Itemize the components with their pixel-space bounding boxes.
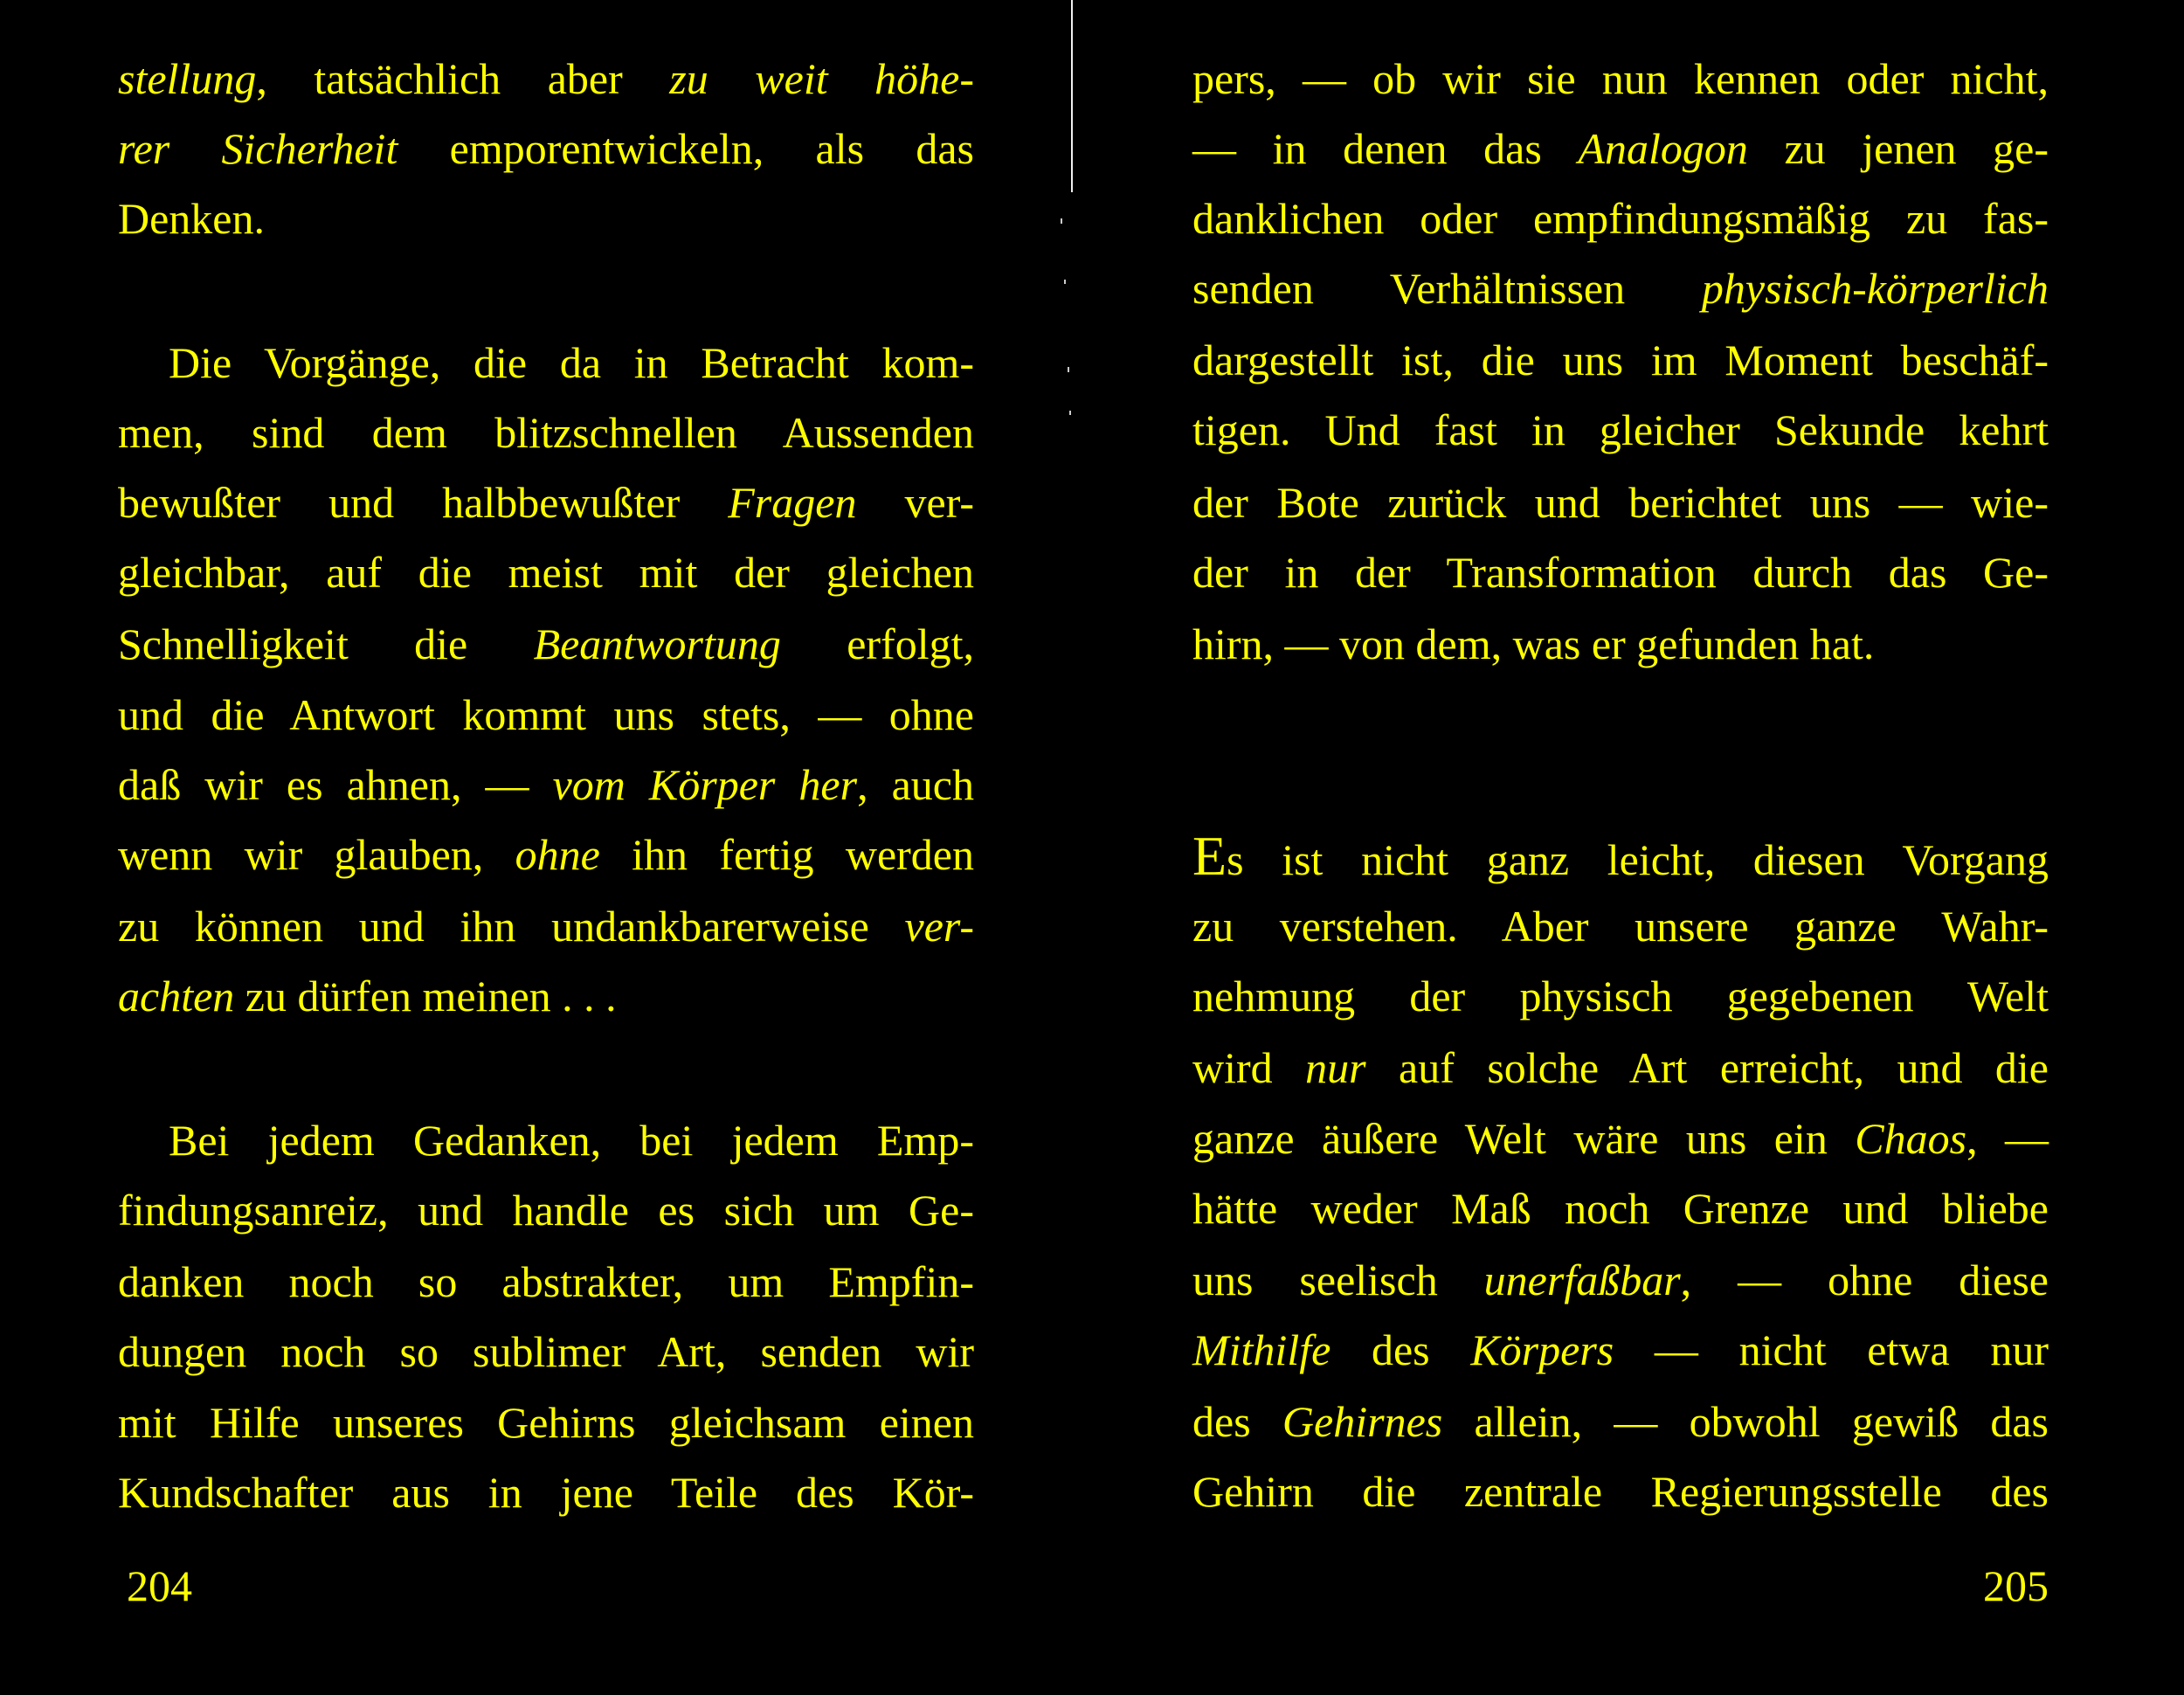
text-line [1192,891,2049,961]
text-run: findungsanreiz, und handle es sich um Ge- [118,1186,974,1235]
text-run: ganze äußere Welt wäre uns ein [1192,1114,1856,1163]
text-line [1192,395,2049,465]
text-line [1192,253,2049,323]
italic-text: physisch-körperlich [1701,264,2049,313]
text-line [118,750,974,820]
text-run: wenn wir glauben, [118,830,515,879]
text-line [1192,114,2049,183]
italic-text: Mithilfe [1192,1325,1331,1374]
text-line [118,1247,974,1317]
text-run: men, sind dem blitzschnellen Aussenden [118,408,974,457]
text-line [1192,1173,2049,1243]
text-run: Gehirn die zentrale Regierungsstelle des [1192,1467,2049,1516]
text-line [118,114,974,183]
text-run: zu verstehen. Aber unsere ganze Wahr- [1192,902,2049,951]
text-run: allein, — obwohl gewiß das [1442,1397,2049,1446]
text-line [118,1317,974,1387]
text-line [118,680,974,750]
italic-text: Analogon [1578,124,1748,173]
page-number: 204 [127,1561,192,1610]
text-run: tigen. Und fast in gleicher Sekunde kehrt [1192,405,2049,454]
text-run: , auch [857,760,974,809]
text-line [1192,537,2049,607]
text-line [1192,1315,2049,1385]
text-run: des [1330,1325,1471,1374]
text-line [1192,1387,2049,1456]
text-line [118,891,974,961]
text-run: Bei jedem Gedanken, bei jedem Emp- [169,1116,974,1165]
text-line [118,1105,974,1175]
text-line [118,183,974,253]
text-line [1192,467,2049,537]
text-run: nehmung der physisch gegebenen Welt [1192,972,2049,1020]
text-line [118,44,974,114]
text-line [1192,961,2049,1031]
italic-text: Körpers [1470,1325,1614,1374]
text-run: ihn fertig werden [599,830,974,879]
text-run: und die Antwort kommt uns stets, — ohne [118,690,974,739]
page-number: 205 [1983,1561,2049,1610]
text-run: Die Vorgänge, die da in Betracht kom- [169,338,974,387]
text-line [1192,183,2049,253]
text-line [118,1457,974,1527]
text-run: dungen noch so sublimer Art, senden wir [118,1327,974,1376]
text-run: — in denen das [1192,124,1579,173]
text-run: zu jenen ge- [1747,124,2049,173]
text-line [118,328,974,398]
text-run: — nicht etwa nur [1614,1325,2049,1374]
text-line [1192,325,2049,395]
text-line [118,820,974,889]
text-run: hätte weder Maß noch Grenze und bliebe [1192,1184,2049,1233]
left-page [118,0,974,1695]
text-run: emporentwickeln, als das [397,124,975,173]
text-run: ver- [856,478,974,527]
text-run: senden Verhältnissen [1192,264,1702,313]
text-line [1192,1245,2049,1315]
text-line [1192,1456,2049,1526]
italic-text: ver- [904,902,974,951]
text-run: pers, — ob wir sie nun kennen oder nicht, [1192,54,2049,103]
text-run: uns seelisch [1192,1256,1484,1304]
italic-text: unerfaßbar [1483,1256,1681,1304]
text-run: , — ohne diese [1680,1256,2049,1304]
right-page [1192,0,2049,1695]
gutter-rule [1071,0,1073,192]
text-run: dargestellt ist, die uns im Moment beschäf- [1192,336,2049,384]
text-line [118,609,974,679]
gutter-mark [1061,218,1062,224]
text-line [118,467,974,537]
text-run: wird [1192,1043,1306,1092]
text-run: Es ist nicht ganz leicht, diesen Vorgang [1192,825,2049,887]
gutter-mark [1069,411,1071,415]
text-line [1192,1103,2049,1173]
italic-text: achten [118,972,235,1020]
text-run: gleichbar, auf die meist mit der gleichen [118,548,974,597]
initial-letter: E [1192,825,1227,887]
italic-text: stellung [118,54,257,103]
text-line [1192,609,2049,679]
text-line [118,961,974,1031]
italic-text: rer Sicherheit [118,124,398,173]
italic-text: nur [1305,1043,1366,1092]
text-line [1192,821,2049,891]
text-run: mit Hilfe unseres Gehirns gleichsam einen [118,1398,974,1447]
text-run: Denken. [118,194,265,243]
text-run: daß wir es ahnen, — [118,760,553,809]
text-line [118,537,974,607]
text-run: der in der Transformation durch das Ge- [1192,548,2049,597]
gutter-mark [1064,280,1066,284]
text-run: der Bote zurück und berichtet uns — wie- [1192,478,2049,527]
text-run: zu dürfen meinen . . . [234,972,617,1020]
text-run: danklichen oder empfindungsmäßig zu fas- [1192,194,2049,243]
italic-text: ohne [515,830,600,879]
italic-text: Fragen [728,478,857,527]
italic-text: Beantwortung [533,619,781,668]
text-run: danken noch so abstrakter, um Empfin- [118,1257,974,1306]
text-line [118,1175,974,1245]
text-run: , tatsächlich aber [256,54,670,103]
text-run: Kundschafter aus in jene Teile des Kör- [118,1468,974,1517]
text-run: , — [1966,1114,2049,1163]
text-line [118,1387,974,1457]
text-run: auf solche Art erreicht, und die [1365,1043,2049,1092]
text-run: bewußter und halbbewußter [118,478,729,527]
text-line [1192,1033,2049,1103]
text-run: erfolgt, [780,619,974,668]
italic-text: vom Körper her [552,760,858,809]
text-line [118,398,974,467]
gutter-mark [1068,367,1069,372]
italic-text: Chaos [1855,1114,1967,1163]
text-run: des [1192,1397,1282,1446]
text-run: Schnelligkeit die [118,619,534,668]
text-line [1192,44,2049,114]
italic-text: Gehirnes [1282,1397,1443,1446]
text-run: zu können und ihn undankbarerweise [118,902,905,951]
italic-text: zu weit höhe- [669,54,974,103]
text-run: hirn, — von dem, was er gefunden hat. [1192,619,1875,668]
